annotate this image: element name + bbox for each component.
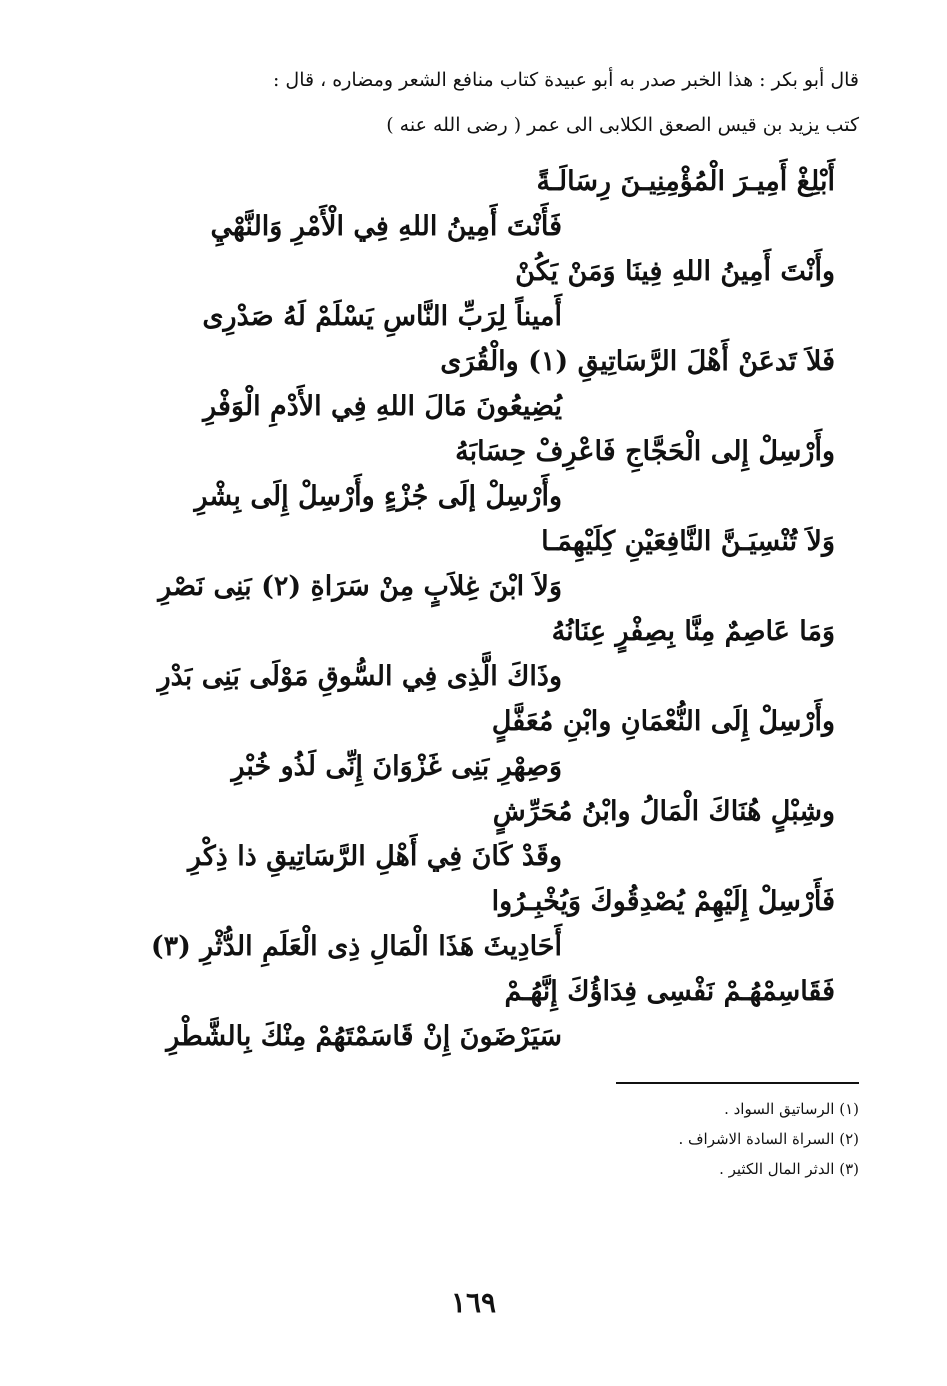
footnotes	[359, 1094, 859, 1184]
poem-line-19: فَقَاسِمْهُـمْ نَفْسِى فِدَاؤُكَ إِنَّهُـمْ	[504, 976, 835, 1007]
poem-line-11: وَمَا عَاصِمٌ مِنَّا بِصِفْرٍ عِنَانُهُ	[551, 616, 835, 647]
page-number: ١٦٩	[450, 1286, 497, 1319]
intro-paragraph	[79, 58, 859, 148]
poem-line-13: وأَرْسِلْ إِلَى النُّعْمَانِ وابْنِ مُعَفَّلٍ	[491, 706, 835, 737]
footnote-3: (٣) الدثر المال الكثير .	[719, 1160, 859, 1178]
poem-line-20: سَيَرْضَونَ إِنْ قَاسَمْتَهُمْ مِنْكَ بِالشَّطْرِ	[166, 1021, 562, 1052]
poem-line-7: وأَرْسِلْ إِلى الْحَجَّاجِ فَاعْرِفْ حِسَابَهُ	[455, 436, 835, 467]
footnote-2: (٢) السراة السادة الاشراف .	[678, 1130, 859, 1148]
poem-line-8: وأَرْسِلْ إلَى جُزْءٍ وأَرْسِلْ إِلَى بِشْرِ	[194, 481, 562, 512]
poem-line-17: فَأَرْسِلْ إِلَيْهِمْ يُصْدِقُوكَ وَيُخْبِـرُوا	[491, 886, 835, 917]
poem-line-18: أَحَادِيثَ هَذَا الْمَالِ ذِى الْعَلَمِ الدُّثْرِ (٣)	[150, 931, 562, 962]
poem-line-1: أَبْلِغْ أَمِيـرَ الْمُؤْمِنِيـنَ رِسَالَـةً	[536, 166, 835, 197]
intro-line-2: كتب يزيد بن قيس الصعق الكلابى الى عمر ( رضى الله عنه )	[386, 114, 859, 136]
footnote-divider	[616, 1082, 859, 1084]
poem-line-9: وَلاَ تُنْسِيَـنَّ النَّافِعَيْنِ كِلَيْهِمَـا	[541, 526, 835, 557]
poem-line-14: وَصِهْرِ بَنِى غَزْوَانَ إِنِّى لَذُو خُبْرِ	[231, 751, 562, 782]
poem-line-3: وأَنْتَ أَمِينُ اللهِ فِينَا وَمَنْ يَكُنْ	[515, 256, 835, 287]
poem	[0, 160, 947, 1060]
poem-line-16: وقَدْ كَانَ فِي أَهْلِ الرَّسَاتِيقِ ذا ذِكْرِ	[188, 841, 562, 872]
poem-line-2: فَأَنْتَ أَمِينُ اللهِ فِي الْأَمْرِ وَالنَّهْيِ	[210, 211, 562, 242]
footnote-1: (١) الرساتيق السواد .	[724, 1100, 859, 1118]
poem-line-4: أَميناً لِرَبِّ النَّاسِ يَسْلَمْ لَهُ صَدْرِى	[202, 301, 562, 332]
poem-line-12: وذَاكَ الَّذِى فِي السُّوقِ مَوْلَى بَنِى بَدْرِ	[157, 661, 562, 692]
poem-line-5: فَلاَ تَدعَنْ أَهْلَ الرَّسَاتِيقِ (١) والْقُرَى	[440, 346, 835, 377]
intro-line-1: قال أبو بكر : هذا الخبر صدر به أبو عبيدة كتاب منافع الشعر ومضاره ، قال :	[272, 69, 859, 91]
poem-line-6: يُضِيعُونَ مَالَ اللهِ فِي الأَدْمِ الْوَفْرِ	[203, 391, 562, 422]
poem-line-10: وَلاَ ابْنَ غِلاَبٍ مِنْ سَرَاةِ (٢) بَنِى نَصْرِ	[158, 571, 562, 602]
poem-line-15: وشِبْلٍ هُنَاكَ الْمَالُ وابْنُ مُحَرِّشٍ	[492, 796, 835, 827]
